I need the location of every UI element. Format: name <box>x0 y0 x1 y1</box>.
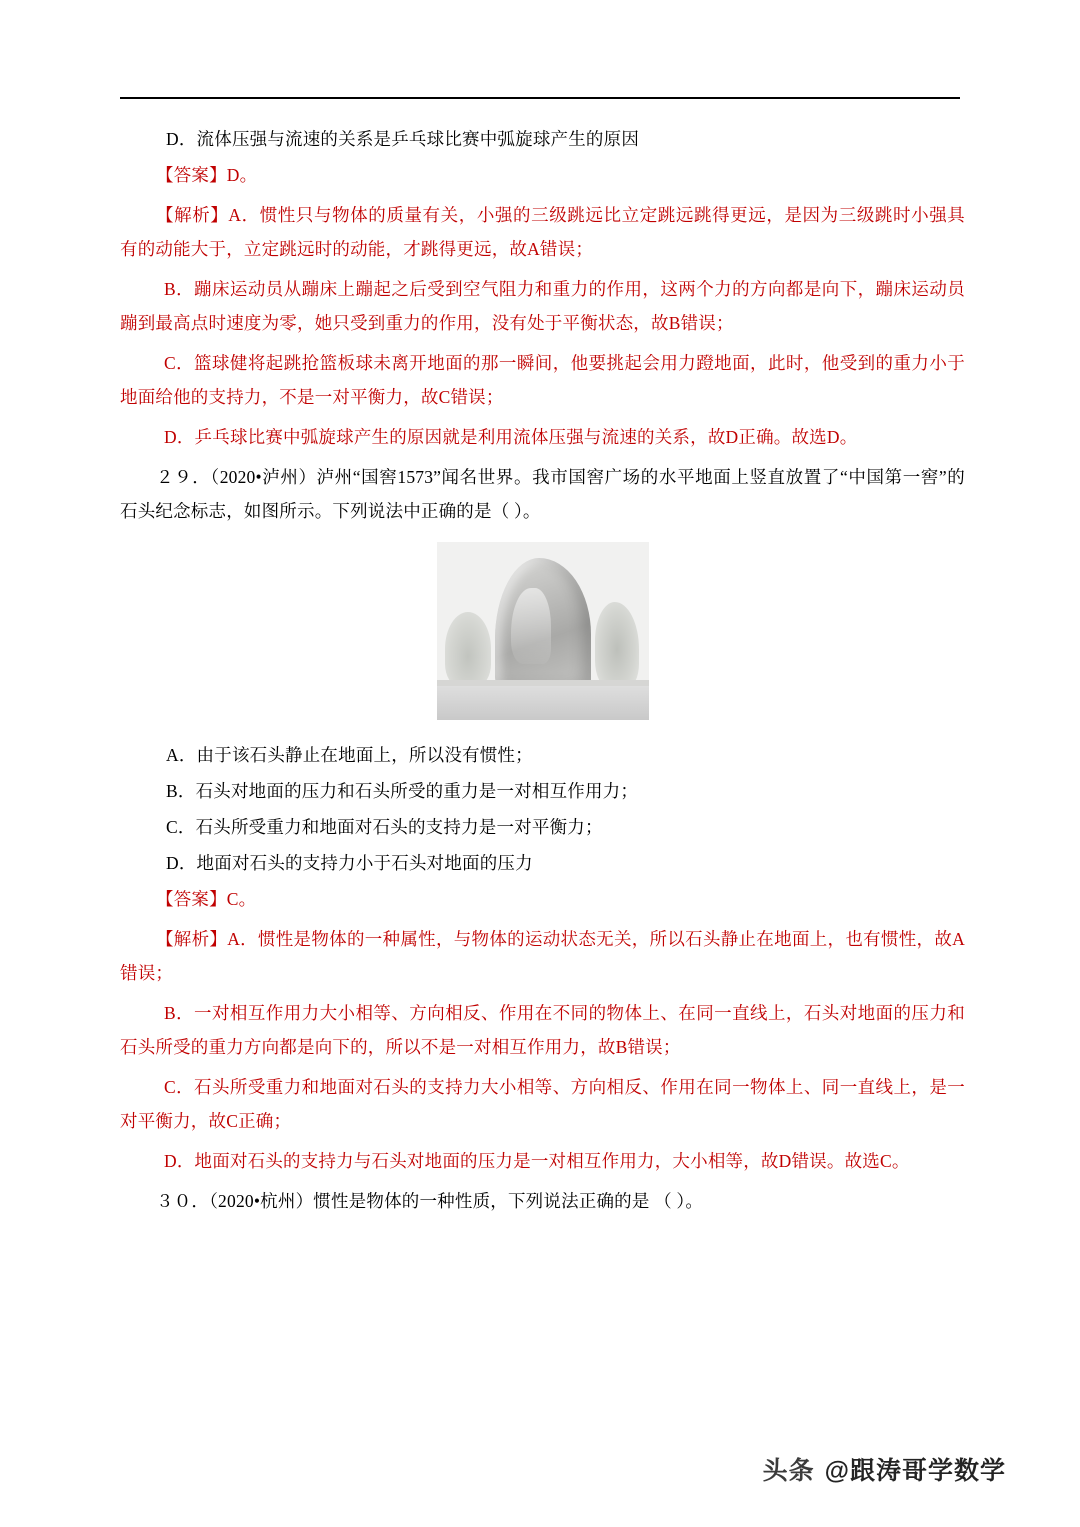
option-c-q29: C．石头所受重力和地面对石头的支持力是一对平衡力； <box>166 817 603 837</box>
toutiao-logo: 头条 <box>762 1457 815 1485</box>
photo-tree-right <box>595 602 639 688</box>
stone-monument-photo <box>437 542 649 720</box>
analysis-q28-b: B．蹦床运动员从蹦床上蹦起之后受到空气阻力和重力的作用，这两个力的方向都是向下，蹦床运动员蹦到最高点时速度为零，她只受到重力的作用，没有处于平衡状态，故B错误； <box>120 279 965 333</box>
figure-container <box>120 542 965 720</box>
question-30: ３０．（2020•杭州）惯性是物体的一种性质，下列说法正确的是 （ ）。 <box>156 1191 704 1211</box>
photo-tree-left <box>445 612 491 686</box>
analysis-q29-d: D．地面对石头的支持力与石头对地面的压力是一对相互作用力，大小相等，故D错误。故选C。 <box>164 1151 910 1171</box>
analysis-q29-b: B．一对相互作用力大小相等、方向相反、作用在不同的物体上、在同一直线上，石头对地面的压力和石头所受的重力方向都是向下的，所以不是一对相互作用力，故B错误； <box>120 1003 965 1057</box>
answer-q29: 【答案】C。 <box>156 889 257 909</box>
option-b-q29: B．石头对地面的压力和石头所受的重力是一对相互作用力； <box>166 781 639 801</box>
analysis-q29-a: 【解析】A．惯性是物体的一种属性，与物体的运动状态无关，所以石头静止在地面上，也有惯性，故A错误； <box>120 929 965 983</box>
option-d-q29: D．地面对石头的支持力小于石头对地面的压力 <box>166 853 533 873</box>
document-content <box>120 122 965 1224</box>
watermark-account: @跟涛哥学数学 <box>824 1457 1006 1485</box>
question-29: ２９．（2020•泸州）泸州“国窖1573”闻名世界。我市国窖广场的水平地面上竖直放置了“中国第一窖”的石头纪念标志，如图所示。下列说法中正确的是（ ）。 <box>120 467 965 521</box>
analysis-q28-c: C．篮球健将起跳抢篮板球未离开地面的那一瞬间，他要挑起会用力蹬地面，此时，他受到的重力小于地面给他的支持力，不是一对平衡力，故C错误； <box>120 353 965 407</box>
photo-ground <box>437 686 649 720</box>
option-d-q28: D．流体压强与流速的关系是乒乓球比赛中弧旋球产生的原因 <box>166 129 640 149</box>
header-rule <box>120 97 960 99</box>
analysis-q28-a: 【解析】A．惯性只与物体的质量有关，小强的三级跳远比立定跳远跳得更远，是因为三级跳时小强具有的动能大于，立定跳远时的动能，才跳得更远，故A错误； <box>120 205 965 259</box>
answer-q28: 【答案】D。 <box>156 165 258 185</box>
option-a-q29: A．由于该石头静止在地面上，所以没有惯性； <box>166 745 533 765</box>
photo-stone <box>495 558 591 690</box>
watermark <box>763 1451 1006 1487</box>
analysis-q28-d: D．乒乓球比赛中弧旋球产生的原因就是利用流体压强与流速的关系，故D正确。故选D。 <box>164 427 858 447</box>
analysis-q29-c: C．石头所受重力和地面对石头的支持力大小相等、方向相反、作用在同一物体上、同一直线上，是一对平衡力，故C正确； <box>120 1077 965 1131</box>
